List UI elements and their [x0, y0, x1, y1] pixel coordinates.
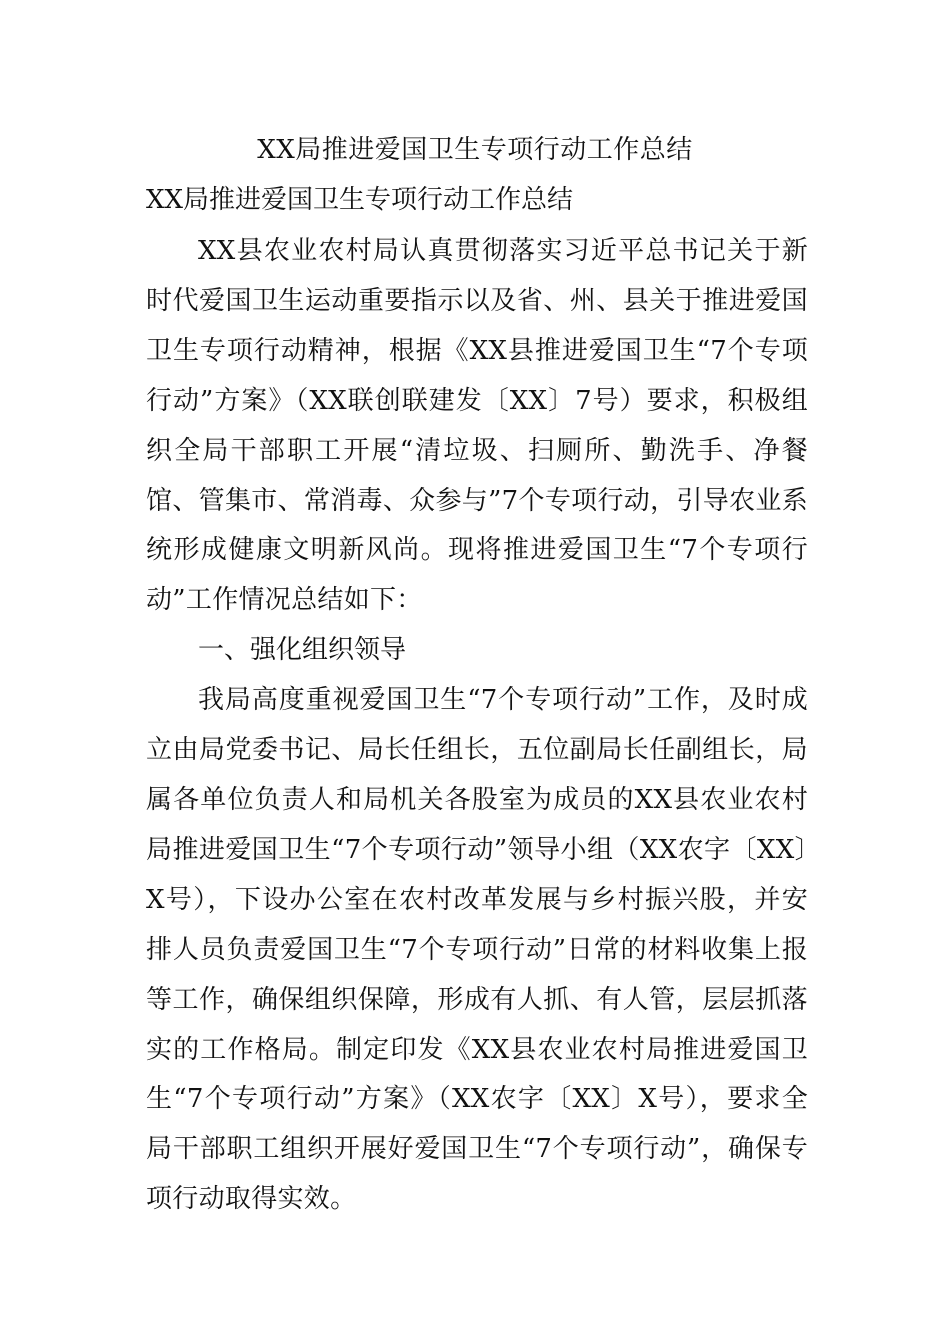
document-body [146, 227, 808, 1225]
intro-paragraph: XX县农业农村局认真贯彻落实习近平总书记关于新时代爱国卫生运动重要指示以及省、州、县关于推进爱国卫生专项行动精神，根据《XX县推进爱国卫生“7个专项行动”方案》（XX联创联建发〔XX〕7号）要求，积极组织全局干部职工开展“清垃圾、扫厕所、勤洗手、净餐馆、管集市、常消毒、众参与”7个专项行动，引导农业系统形成健康文明新风尚。现将推进爱国卫生“7个专项行动”工作情况总结如下： [146, 236, 808, 616]
document-subtitle: XX局推进爱国卫生专项行动工作总结 [146, 185, 574, 215]
section-heading: 一、强化组织领导 [198, 635, 407, 666]
section-paragraph: 我局高度重视爱国卫生“7个专项行动”工作，及时成立由局党委书记、局长任组长，五位副局长任副组长，局属各单位负责人和局机关各股室为成员的XX县农业农村局推进爱国卫生“7个专项行动”领导小组（XX农字〔XX〕X号），下设办公室在农村改革发展与乡村振兴股，并安排人员负责爱国卫生“7个专项行动”日常的材料收集上报等工作，确保组织保障，形成有人抓、有人管，层层抓落实的工作格局。制定印发《XX县农业农村局推进爱国卫生“7个专项行动”方案》（XX农字〔XX〕X号），要求全局干部职工组织开展好爱国卫生“7个专项行动”，确保专项行动取得实效。 [146, 685, 808, 1215]
document-title: XX局推进爱国卫生专项行动工作总结 [257, 135, 693, 165]
